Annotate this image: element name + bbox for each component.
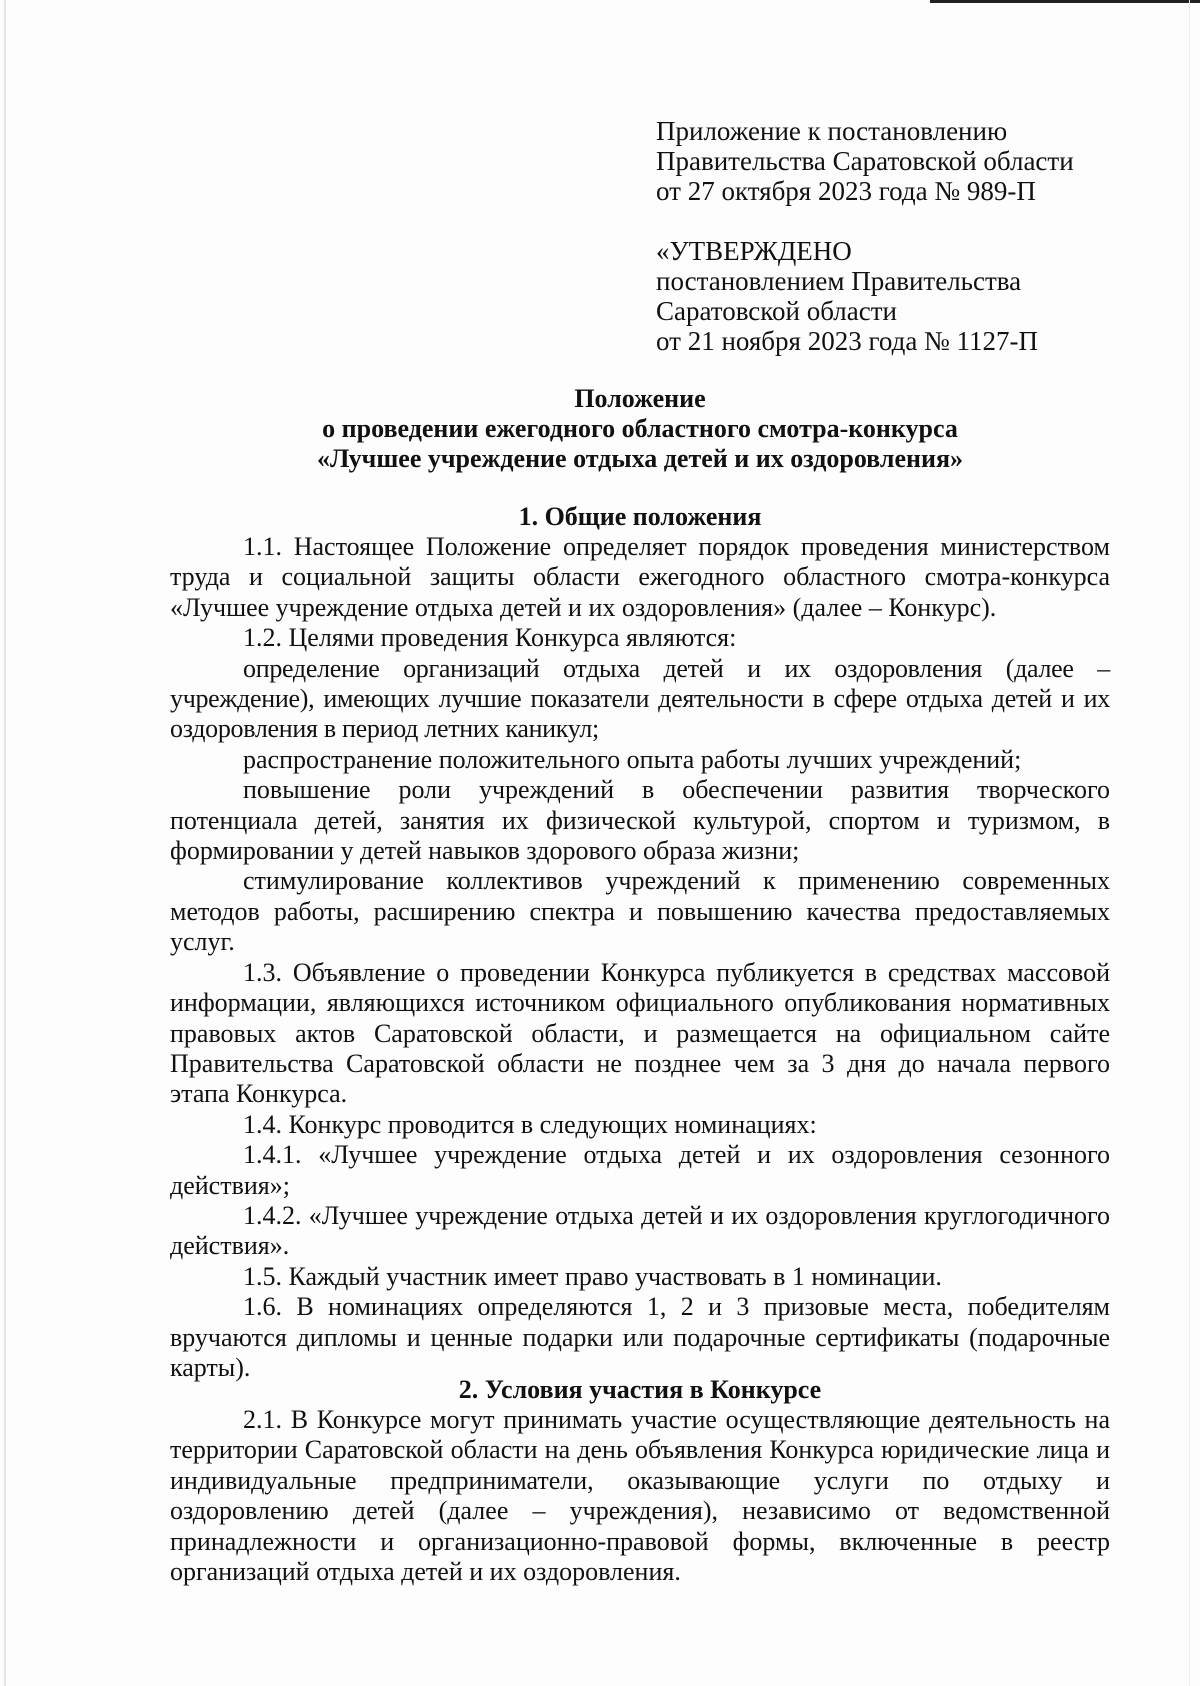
paragraph-goal-4: стимулирование коллективов учреждений к применению современных методов работы, расширению спектра и повышению качества предоставляемых услуг. xyxy=(170,866,1110,957)
appendix-line-2: Правительства Саратовской области xyxy=(656,146,1074,176)
appendix-line-3: от 27 октября 2023 года № 989-П xyxy=(656,176,1036,206)
paragraph-1-4-2: 1.4.2. «Лучшее учреждение отдыха детей и их оздоровления круглогодичного действия». xyxy=(170,1200,1110,1261)
title-line-3: «Лучшее учреждение отдыха детей и их оздоровления» xyxy=(316,444,964,473)
scan-left-edge xyxy=(4,0,6,1686)
approved-line-4: от 21 ноября 2023 года № 1127-П xyxy=(656,326,1039,356)
paragraph-1-2: 1.2. Целями проведения Конкурса являются: xyxy=(243,623,737,653)
title-line-2: о проведении ежегодного областного смотра-конкурса xyxy=(322,414,958,443)
approved-stamp-block xyxy=(656,236,1038,356)
paragraph-1-6: 1.6. В номинациях определяются 1, 2 и 3 призовые места, победителям вручаются дипломы и ценные подарки или подарочные сертификаты (подарочные карты). xyxy=(170,1292,1110,1382)
scan-right-edge xyxy=(1189,0,1190,1686)
paragraph-1-4-1: 1.4.1. «Лучшее учреждение отдыха детей и их оздоровления сезонного действия»; xyxy=(170,1140,1110,1200)
approved-line-3: Саратовской области xyxy=(656,296,897,326)
section-2-body xyxy=(170,1405,1110,1587)
approved-line-1: «УТВЕРЖДЕНО xyxy=(656,236,852,266)
appendix-line-1: Приложение к постановлению xyxy=(656,116,1008,146)
section-2-heading: 2. Условия участия в Конкурсе xyxy=(458,1375,822,1404)
paragraph-1-1: 1.1. Настоящее Положение определяет порядок проведения министерством труда и социальной защиты области ежегодного областного смотра-конкурса «Лучшее учреждение отдыха детей и их оздоровления» (далее – Конкурс). xyxy=(170,532,1110,622)
paragraph-1-5: 1.5. Каждый участник имеет право участвовать в 1 номинации. xyxy=(243,1261,942,1291)
paragraph-goal-3: повышение роли учреждений в обеспечении развития творческого потенциала детей, занятия их физической культурой, спортом и туризмом, в формировании у детей навыков здорового образа жизни; xyxy=(170,775,1110,866)
paragraph-1-3: 1.3. Объявление о проведении Конкурса публикуется в средствах массовой информации, являющихся источником официального опубликования нормативных правовых актов Саратовской области, и размещается на официальном сайте Правительства Саратовской области не позднее чем за 3 дня до начала первого этапа Конкурса. xyxy=(170,957,1110,1109)
paragraph-goal-1: определение организаций отдыха детей и их оздоровления (далее – учреждение), имеющих лучшие показатели деятельности в сфере отдыха детей и их оздоровления в период летних каникул; xyxy=(170,653,1110,744)
paragraph-2-1: 2.1. В Конкурсе могут принимать участие осуществляющие деятельность на территории Саратовской области на день объявления Конкурса юридические лица и индивидуальные предприниматели, оказывающие услуги по отдыху и оздоровлению детей (далее – учреждения), независимо от ведомственной принадлежности и организационно-правовой формы, включенные в реестр организаций отдыха детей и их оздоровления. xyxy=(170,1405,1110,1587)
appendix-header xyxy=(656,116,1074,206)
scan-top-rule xyxy=(930,0,1200,3)
paragraph-goal-2: распространение положительного опыта работы лучших учреждений; xyxy=(243,744,1022,774)
document-title xyxy=(170,384,1110,474)
paragraph-1-4: 1.4. Конкурс проводится в следующих номинациях: xyxy=(243,1109,817,1139)
section-1-heading: 1. Общие положения xyxy=(518,502,762,531)
section-1-body xyxy=(170,532,1110,1383)
title-line-1: Положение xyxy=(574,384,706,413)
approved-line-2: постановлением Правительства xyxy=(656,266,1022,296)
